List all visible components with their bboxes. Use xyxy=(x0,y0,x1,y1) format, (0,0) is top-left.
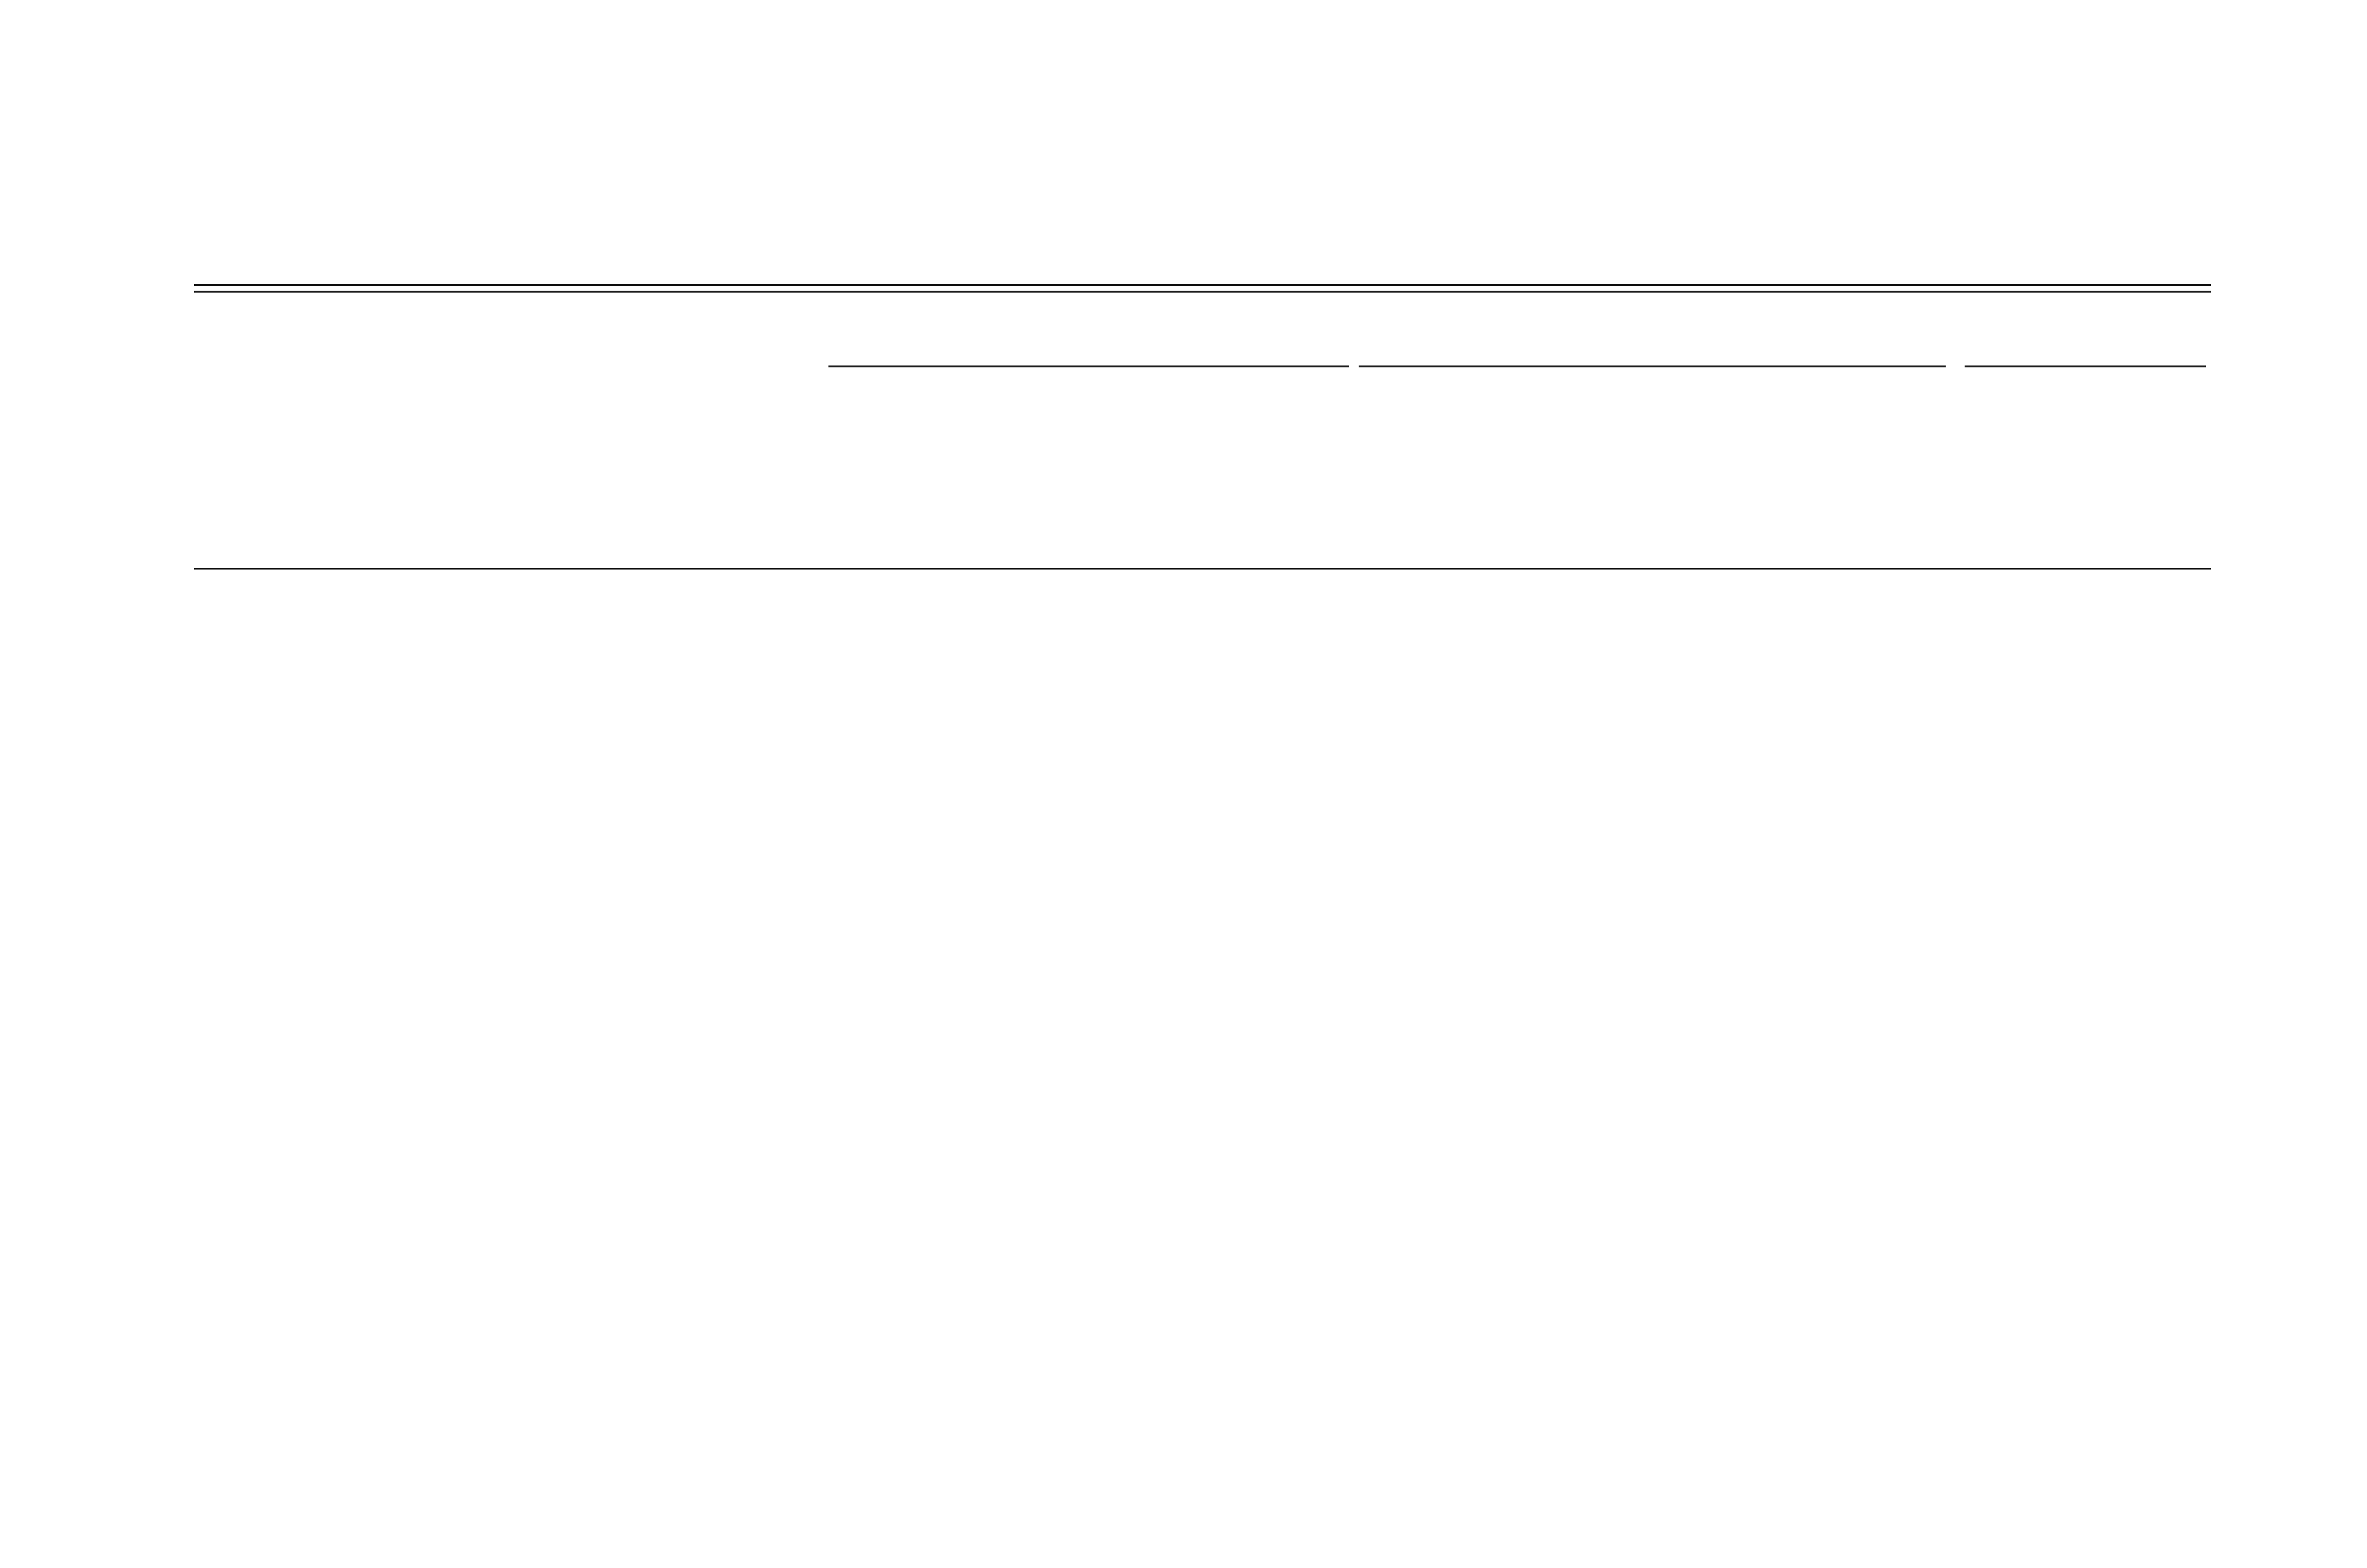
marriages-group-rule xyxy=(1965,365,2206,367)
top-double-rule-a xyxy=(194,284,2211,286)
header-bottom-rule xyxy=(194,568,2211,570)
top-double-rule-b xyxy=(194,291,2211,293)
deaths-group-rule xyxy=(1359,365,1946,367)
births-group-rule xyxy=(828,365,1349,367)
